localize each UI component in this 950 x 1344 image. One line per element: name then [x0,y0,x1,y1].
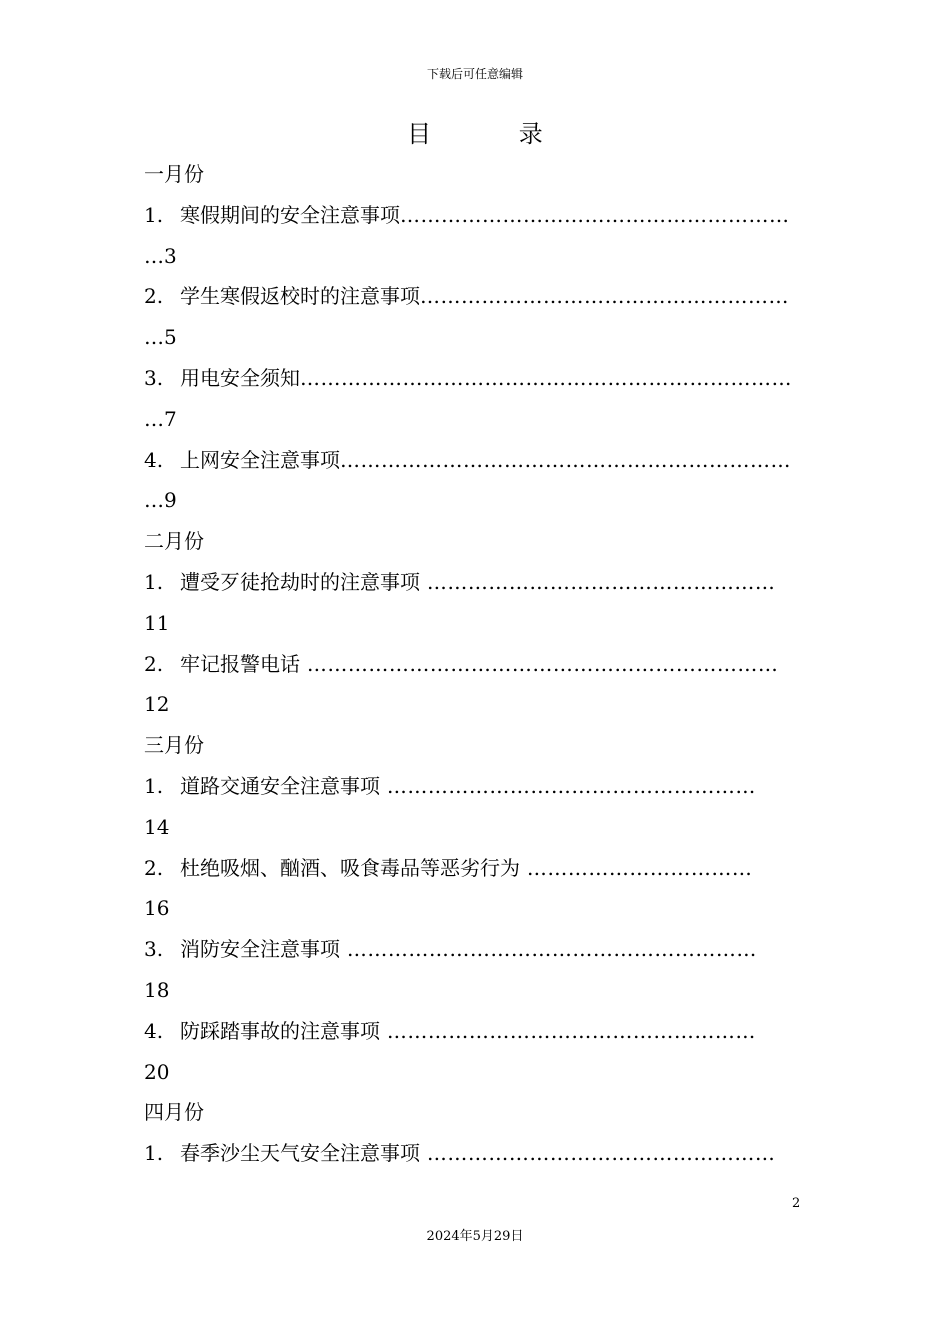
dot-leader: ……………………………………………………………… [300,365,792,390]
entry-title: 春季沙尘天气安全注意事项 [180,1141,420,1166]
entry-number: 2. [144,284,164,309]
section-title-february: 二月份 [144,529,204,554]
entry-page: 14 [144,814,170,839]
entry-number: 1. [144,1141,164,1166]
dot-leader: ………………………………………………… [400,202,790,227]
entry-page: 11 [144,610,170,635]
entry-title: 防踩踏事故的注意事项 [180,1018,380,1043]
entry-title: 遭受歹徒抢劫时的注意事项 [180,569,420,594]
dot-leader: …………………………………………… [420,569,776,594]
toc-entry[interactable] [144,358,820,399]
entry-title: 道路交通安全注意事项 [180,773,380,798]
entry-page: 12 [144,692,170,717]
header-note: 下载后可任意编辑 [426,67,523,81]
entry-number: 4. [144,447,164,472]
entry-title: 寒假期间的安全注意事项 [180,202,400,227]
entry-title: 杜绝吸烟、酗酒、吸食毒品等恶劣行为 [180,855,520,880]
section-title-april: 四月份 [144,1100,204,1125]
entry-page: 20 [144,1059,170,1084]
dot-leader: …………………………………………………… [340,937,757,962]
entry-number: 1. [144,202,164,227]
dot-leader: ………………………………………………………… [340,447,791,472]
entry-title: 上网安全注意事项 [180,447,340,472]
toc-entry[interactable] [144,766,820,807]
entry-number: 1. [144,773,164,798]
toc-entry[interactable] [144,276,820,317]
toc-entry[interactable] [144,195,820,236]
entry-number: 3. [144,365,164,390]
entry-page: 16 [144,896,170,921]
entry-number: 4. [144,1018,164,1043]
footer-date: 2024年5月29日 [426,1229,524,1244]
page-number: 2 [792,1196,801,1211]
toc-entry[interactable] [144,644,820,685]
dot-leader: ……………………………………………… [420,284,789,309]
entry-page: …7 [144,406,177,431]
entry-page: …5 [144,325,177,350]
entry-title: 消防安全注意事项 [180,937,340,962]
dot-leader: ……………………………………………… [380,1018,756,1043]
toc-entry[interactable] [144,929,820,970]
entry-title: 学生寒假返校时的注意事项 [180,284,420,309]
dot-leader: …………………………… [520,855,753,880]
toc-entry[interactable] [144,1133,820,1174]
section-title-march: 三月份 [144,733,204,758]
toc-entry[interactable] [144,562,820,603]
table-of-contents [144,154,820,1174]
entry-page: …9 [144,488,177,513]
dot-leader: …………………………………………… [420,1141,776,1166]
entry-number: 3. [144,937,164,962]
section-title-january: 一月份 [144,162,204,186]
entry-number: 2. [144,651,164,676]
toc-entry[interactable] [144,440,820,481]
entry-page: …3 [144,243,177,268]
entry-number: 2. [144,855,164,880]
toc-title: 目 录 [407,120,583,148]
entry-title: 用电安全须知 [180,365,300,390]
toc-entry[interactable] [144,848,820,889]
dot-leader: …………………………………………………………… [300,651,779,676]
entry-number: 1. [144,569,164,594]
entry-title: 牢记报警电话 [180,651,300,676]
toc-entry[interactable] [144,1011,820,1052]
dot-leader: ……………………………………………… [380,773,756,798]
entry-page: 18 [144,977,170,1002]
